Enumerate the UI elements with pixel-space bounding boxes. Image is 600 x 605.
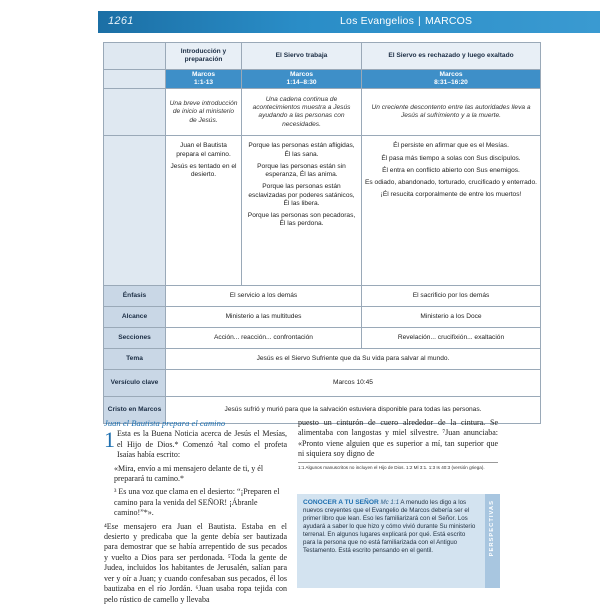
reference-cell <box>362 70 541 89</box>
detail-item: Juan el Bautista prepara el camino. <box>176 142 231 158</box>
header-book: MARCOS <box>424 15 473 27</box>
footnote: 1:1 Algunos manuscritos no incluyen el Hijo de Dios. 1:2 Ml 3:1. 1:3 Is 40:3 (versión griega). <box>298 462 498 471</box>
ref-range: 1:1-13 <box>193 79 214 87</box>
row-label-alcance: Alcance <box>104 307 166 328</box>
verse-1-text: Esta es la Buena Noticia acerca de Jesús el Mesías, el Hijo de Dios.* Comenzó ²tal como el profeta Isaías había escrito: <box>117 429 287 460</box>
overview-table <box>103 42 541 424</box>
ref-book: Marcos <box>439 71 463 78</box>
ref-book: Marcos <box>191 71 216 78</box>
tema-value: Jesús es el Siervo Sufriente que da Su vida para salvar al mundo. <box>166 349 541 370</box>
detail-item: Él pasa más tiempo a solas con Sus discípulos. <box>381 154 521 162</box>
sidebar-title: CONOCER A TU SEÑOR <box>303 499 379 506</box>
header-separator: | <box>418 15 421 27</box>
header-title <box>340 15 472 27</box>
detail-item: Es odiado, abandonado, torturado, crucificado y enterrado. <box>365 179 537 187</box>
intro-cell: Un creciente descontento entre las autoridades lleva a Jesús al sufrimiento y a la muerte. <box>362 89 541 136</box>
verse-continuation: puesto un cinturón de cuero alrededor de la cintura. Se alimentaba con langostas y miel silvestre. ⁷Juan anunciaba: «Pronto viene alguien que es superior a mí, tan superior que ni siquiera soy digno de <box>298 418 498 459</box>
ref-range: 8:31–16:20 <box>434 79 468 87</box>
poem-line: ³ Es una voz que clama en el desierto: “¡Preparen el camino para la venida del SEÑOR! ¡Ábranle camino!”*». <box>114 487 280 518</box>
detail-item: Jesús es tentado en el desierto. <box>170 162 237 179</box>
row-label-versiculo: Versículo clave <box>104 370 166 397</box>
detail-item: Porque las personas están afligidas, Él las sana. <box>248 142 355 158</box>
column-head: El Siervo es rechazado y luego exaltado <box>362 43 541 70</box>
section-heading: Juan el Bautista prepara el camino <box>104 418 226 428</box>
intro-cell: Una cadena continua de acontecimientos muestra a Jesús ayudando a las personas con necesidades. <box>242 89 362 136</box>
secciones-a: Acción... reacción... confrontación <box>166 328 362 349</box>
text-column-left <box>104 418 287 605</box>
row-label-cristo: Cristo en Marcos <box>104 397 166 424</box>
sidebar-box <box>297 494 485 588</box>
secciones-b: Revelación... crucifixión... exaltación <box>362 328 541 349</box>
detail-item: Porque las personas son pecadoras, Él las perdona. <box>247 212 356 228</box>
table-blank-cell <box>104 89 166 136</box>
intro-cell: Una breve introducción de inicio al ministerio de Jesús. <box>166 89 242 136</box>
running-header <box>98 11 600 33</box>
table-blank-cell <box>104 136 166 286</box>
cristo-value: Jesús sufrió y murió para que la salvación estuviera disponible para todas las personas. <box>166 397 541 424</box>
text-column-right <box>298 418 498 471</box>
detail-item: Él entra en conflicto abierto con Sus enemigos. <box>382 166 520 174</box>
header-section: Los Evangelios <box>340 15 415 27</box>
row-label-enfasis: Énfasis <box>104 286 166 307</box>
column-head: El Siervo trabaja <box>242 43 362 70</box>
details-cell <box>242 136 362 286</box>
verse-1 <box>104 429 287 460</box>
ref-book: Marcos <box>289 71 314 78</box>
detail-item: ¡Él resucita corporalmente de entre los muertos! <box>380 191 522 199</box>
column-head: Introducción y preparación <box>166 43 242 70</box>
row-label-tema: Tema <box>104 349 166 370</box>
details-cell <box>166 136 242 286</box>
chapter-number: 1 <box>104 427 115 453</box>
detail-item: Porque las personas están sin esperanza, Él las anima. <box>257 162 346 179</box>
reference-cell <box>166 70 242 89</box>
sidebar-ref: Mc 1:1 <box>380 499 400 506</box>
poem-line: «Mira, envío a mi mensajero delante de ti, y él preparará tu camino.* <box>114 463 264 484</box>
enfasis-b: El sacrificio por los demás <box>362 286 541 307</box>
table-blank-cell <box>104 70 166 89</box>
row-label-secciones: Secciones <box>104 328 166 349</box>
versiculo-value: Marcos 10:45 <box>166 370 541 397</box>
ref-range: 1:14–8:30 <box>286 79 317 87</box>
detail-item: Porque las personas están esclavizadas por poderes satánicos, Él las libera. <box>248 183 355 207</box>
verse-4: ⁴Ese mensajero era Juan el Bautista. Estaba en el desierto y predicaba que la gente debía ser bautizada para demostrar que se había arrepentido de sus pecados y vuelto a Dios para ser perdonada. ⁵Toda la gente de Judea, incluidos los habitantes de Jerusalén, salían para ver y oír a Juan; y cuando confesaban sus pecados, él los bautizaba en el río Jordán. ⁶Juan usaba ropa tejida con pelo rústico de camello y llevaba <box>104 521 287 604</box>
page-number: 1261 <box>108 15 134 27</box>
table-corner <box>104 43 166 70</box>
perspectivas-label: PERSPECTIVAS <box>489 500 495 557</box>
alcance-a: Ministerio a las multitudes <box>166 307 362 328</box>
detail-item: Él persiste en afirmar que es el Mesías. <box>393 142 509 150</box>
perspectivas-tab <box>485 494 500 588</box>
details-cell <box>362 136 541 286</box>
enfasis-a: El servicio a los demás <box>166 286 362 307</box>
reference-cell <box>242 70 362 89</box>
sidebar-body: A menudo les digo a los nuevos creyentes que el Evangelio de Marcos debería ser el primer libro que lean. Eso les familiarizará con el Señor. Los ayudará a saber lo que hizo y cómo vivió durante Su ministerio terrenal. En algunos lugares explicará por qué. Está escrito para la persona que no está familiarizada con el Antiguo Testamento. Está escrito pensando en el gentil. <box>303 499 476 554</box>
alcance-b: Ministerio a los Doce <box>362 307 541 328</box>
